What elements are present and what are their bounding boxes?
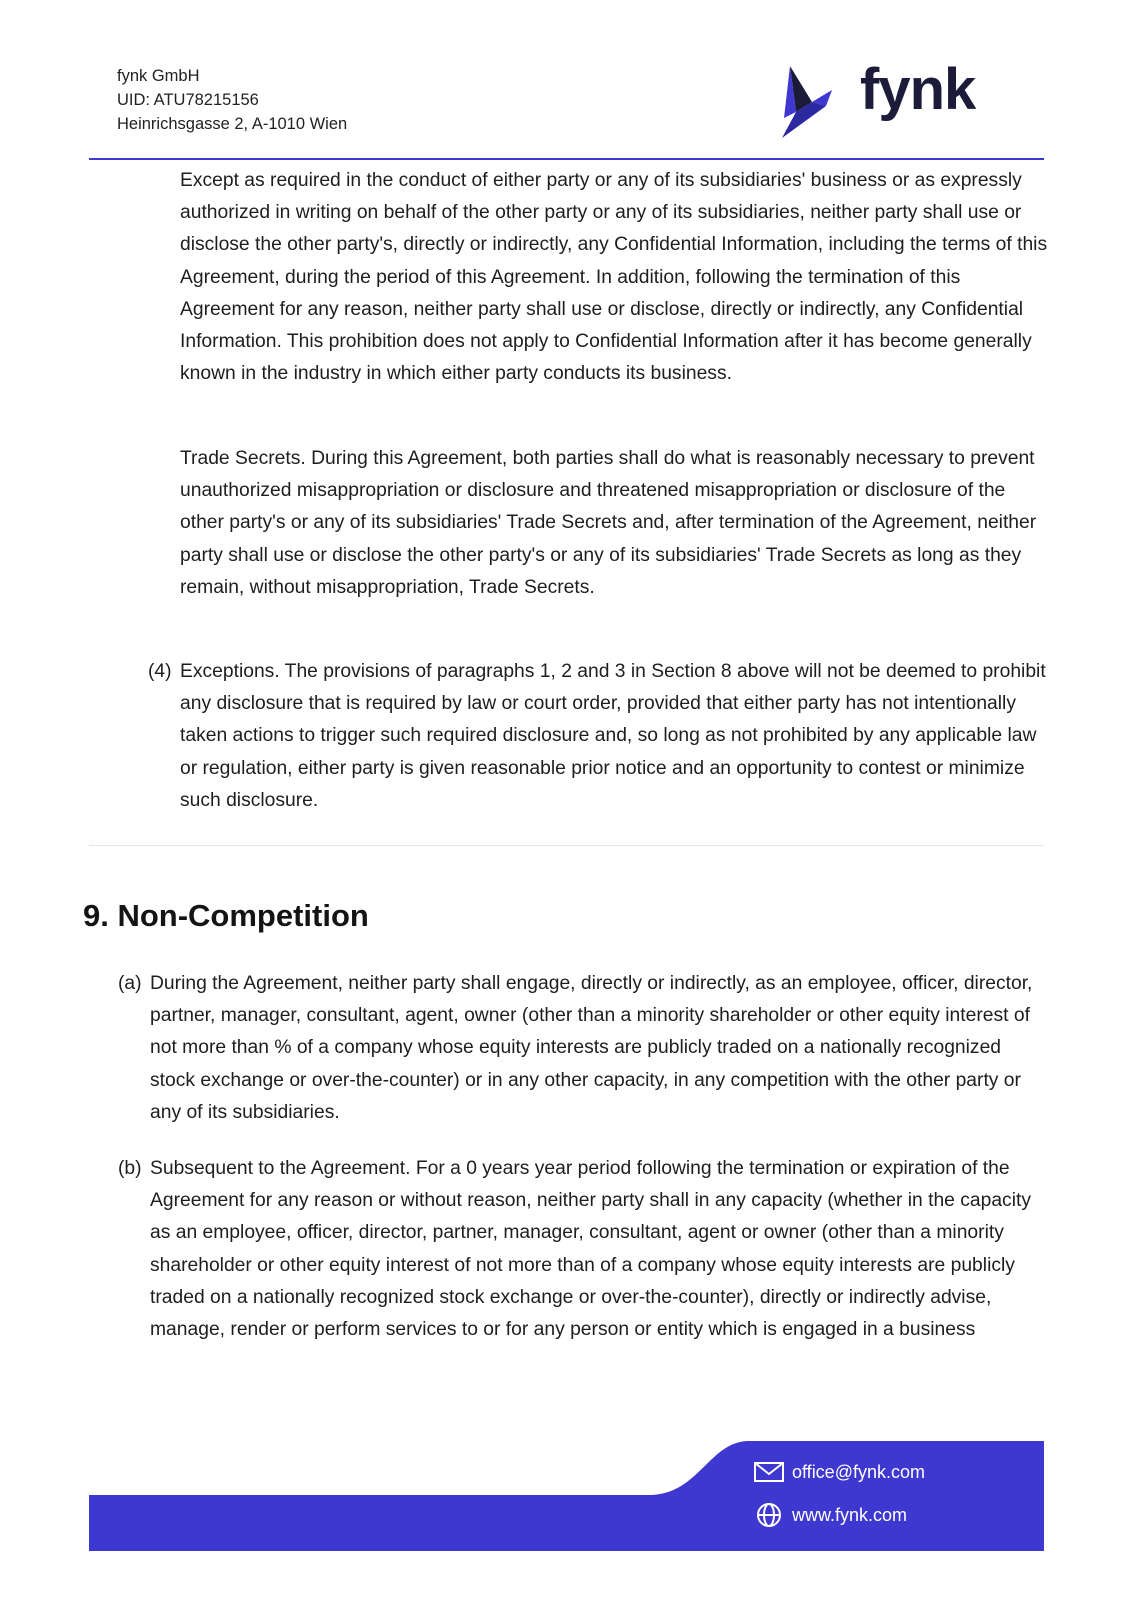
non-competition-item-a xyxy=(118,968,1048,1129)
trade-secrets-paragraph: Trade Secrets. During this Agreement, both parties shall do what is reasonably necessary to prevent unauthorized misappropriation or disclosure and threatened misappropriation or disclosure of the other party's or any of its subsidiaries' Trade Secrets and, after termination of the Agreement, neither party shall use or disclose the other party's or any of its subsidiaries' Trade Secrets as long as they remain, without misappropriation, Trade Secrets. xyxy=(180,448,1037,598)
non-competition-item-b xyxy=(118,1153,1048,1346)
company-name: fynk GmbH xyxy=(117,67,200,85)
footer-band xyxy=(89,1441,1044,1551)
website-text: www.fynk.com xyxy=(792,1504,908,1525)
email-text: office@fynk.com xyxy=(792,1461,925,1482)
fynk-logo xyxy=(806,57,996,140)
item-text: Subsequent to the Agreement. For a 0 years year period following the termination or expiration of the Agreement for any reason or without reason, neither party shall in any capacity (whether in the capacity as an employee, officer, director, partner, manager, consultant, agent or owner (other than a minority shareholder or other equity interest of not more than of a company whose equity interests are publicly traded on a nationally recognized stock exchange or over-the-counter), directly or indirectly advise, manage, render or perform services to or for any person or entity which is engaged in a business xyxy=(150,1158,1031,1341)
item-number: (b) xyxy=(118,1158,142,1179)
header-divider xyxy=(89,158,1044,160)
footer-website[interactable] xyxy=(754,1503,907,1527)
company-uid: UID: ATU78215156 xyxy=(117,91,259,109)
item-text: During the Agreement, neither party shall engage, directly or indirectly, as an employee, officer, director, partner, manager, consultant, agent, owner (other than a minority shareholder or other equity interest of not more than % of a company whose equity interests are publicly traded on a nationally recognized stock exchange or over-the-counter) or in any other capacity, in any competition with the other party or any of its subsidiaries. xyxy=(150,973,1033,1123)
bird-logo-icon xyxy=(782,62,842,140)
exceptions-item xyxy=(148,656,1048,817)
company-info xyxy=(117,64,347,136)
footer-email[interactable] xyxy=(754,1460,925,1484)
mail-icon xyxy=(754,1460,784,1484)
section-divider xyxy=(89,845,1044,846)
section-heading: 9. Non-Competition xyxy=(83,898,369,933)
item-text: Exceptions. The provisions of paragraphs 1, 2 and 3 in Section 8 above will not be deemed to prohibit any disclosure that is required by law or court order, provided that either party has not intentionally taken actions to trigger such required disclosure and, so long as not prohibited by any applicable law or regulation, either party is given reasonable prior notice and an opportunity to contest or minimize such disclosure. xyxy=(180,661,1046,811)
page-footer xyxy=(89,1441,1044,1551)
item-number: (4) xyxy=(148,661,172,682)
item-number: (a) xyxy=(118,973,142,994)
confidentiality-paragraph: Except as required in the conduct of either party or any of its subsidiaries' business or as expressly authorized in writing on behalf of the other party or any of its subsidiaries, neither party shall use or disclose the other party's, directly or indirectly, any Confidential Information, including the terms of this Agreement, during the period of this Agreement. In addition, following the termination of this Agreement for any reason, neither party shall use or disclose, directly or indirectly, any Confidential Information. This prohibition does not apply to Confidential Information after it has become generally known in the industry in which either party conducts its business. xyxy=(180,170,1048,385)
globe-icon xyxy=(754,1503,784,1527)
company-address: Heinrichsgasse 2, A-1010 Wien xyxy=(117,115,348,133)
logo-wordmark: fynk xyxy=(860,57,976,122)
